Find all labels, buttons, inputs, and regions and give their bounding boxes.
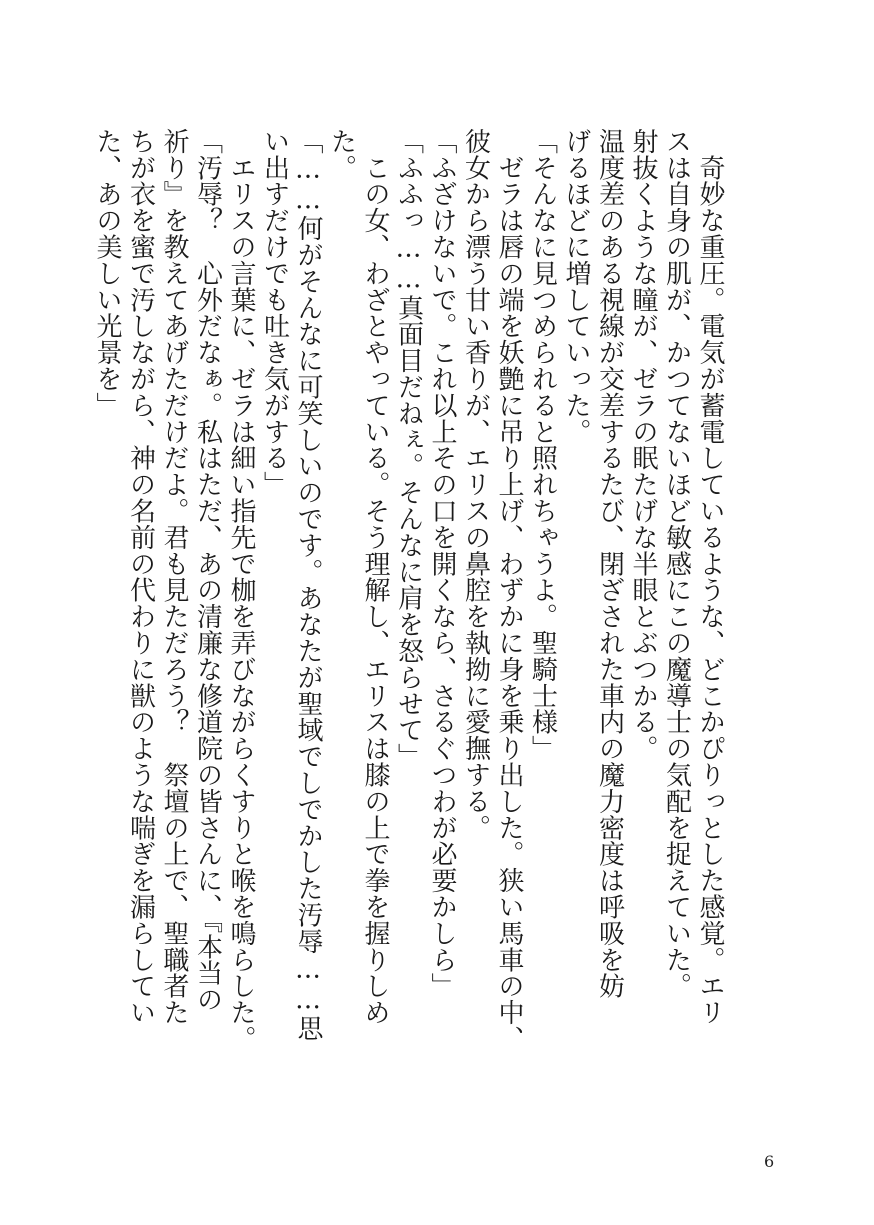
text-line: 「汚辱？ 心外だなぁ。私はただ、あの清廉な修道院の皆さんに、『本当の [192, 128, 223, 1013]
text-line: 「ふざけないで。これ以上その口を開くなら、さるぐつわが必要かしら」 [427, 128, 457, 1000]
text-line: この女、わざとやっている。そう理解し、エリスは膝の上で拳を握りしめ [360, 128, 390, 1026]
text-line: げるほどに増していった。 [561, 128, 591, 445]
text-line: 「ふふっ……真面目だねぇ。そんなに肩を怒らせて」 [393, 128, 424, 770]
text-line: 「そんなに見つめられると照れちゃうよ。聖騎士様」 [527, 128, 558, 762]
page-number: 6 [764, 1152, 775, 1171]
text-line: た、あの美しい光景を」 [92, 128, 122, 419]
text-line: 温度差のある視線が交差するたび、閉ざされた車内の魔力密度は呼吸を妨 [594, 128, 625, 1000]
text-line: 祈り』を教えてあげただけだよ。君も見ただろう？ 祭壇の上で、聖職者た [159, 128, 189, 1026]
text-line: ゼラは唇の端を妖艶に吊り上げ、わずかに身を乗り出した。狭い馬車の中、 [494, 128, 524, 1052]
text-line: スは自身の肌が、かつてないほど敏感にこの魔導士の気配を捉えていた。 [661, 128, 692, 1000]
body-text [90, 128, 727, 1052]
text-line: た。 [326, 128, 357, 181]
text-line: エリスの言葉に、ゼラは細い指先で枷を弄びながらくすりと喉を鳴らした。 [226, 128, 256, 1052]
text-line: ちが衣を蜜で汚しながら、神の名前の代わりに獣のような喘ぎを漏らしてい [125, 128, 156, 1026]
text-line: 彼女から漂う甘い香りが、エリスの鼻腔を執拗に愛撫する。 [460, 128, 491, 841]
text-line: 射抜くような瞳が、ゼラの眠たげな半眼とぶつかる。 [628, 128, 658, 762]
text-line: い出すだけでも吐き気がする」 [259, 128, 290, 498]
text-line: 「……何がそんなに可笑しいのです。あなたが聖域でしでかした汚辱……思 [293, 128, 323, 1042]
text-line: 奇妙な重圧。電気が蓄電しているような、どこかぴりっとした感覚。エリ [695, 128, 725, 1026]
